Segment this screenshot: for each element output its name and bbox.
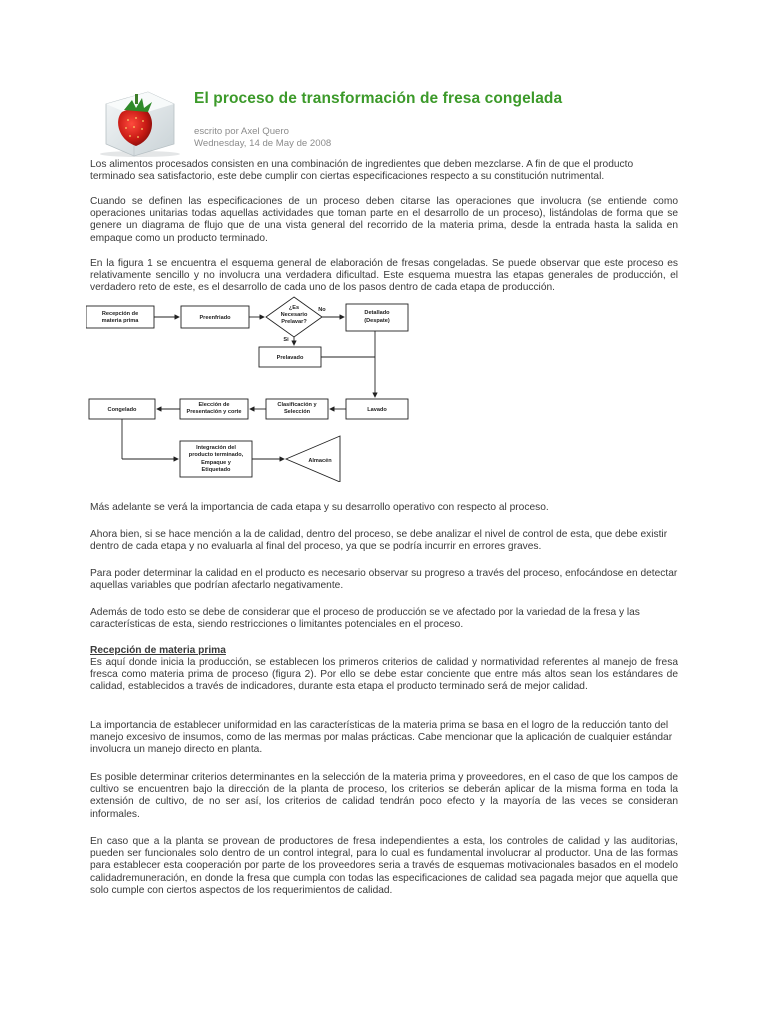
strawberry-ice-cube-image [92, 86, 188, 158]
label-lavado: Lavado [367, 407, 387, 413]
article-title: El proceso de transformación de fresa congelada [194, 90, 563, 107]
process-flowchart [86, 296, 416, 482]
label-recepcion-1: Recepción de [101, 311, 139, 317]
label-preenfriado: Preenfriado [199, 315, 231, 321]
date-line: Wednesday, 14 de May de 2008 [194, 137, 332, 149]
label-almacen: Almacén [308, 458, 332, 464]
label-integracion-4: Etiquetado [201, 467, 231, 473]
paragraph-1: Los alimentos procesados consisten en una combinación de ingredientes que deben mezclarse. A fin de que el producto terminado sea satisfactorio, este debe cumplir con ciertas especificaciones respecto a su constitución nutrimental. [90, 159, 634, 183]
section-heading: Recepción de materia prima [90, 645, 226, 656]
label-clasificacion-1: Clasificación y [277, 402, 317, 408]
paragraph-5: Ahora bien, si se hace mención a la de calidad, dentro del proceso, se debe analizar el nivel de control de esta, que debe existir dentro de cada etapa y no evaluarla al final del proceso, ya que se podría incurrir en errores graves. [90, 529, 668, 553]
label-integracion-3: Empaque y [201, 460, 231, 466]
label-decision-1: ¿Es [288, 305, 300, 311]
paragraph-11: En caso que a la planta se provean de productores de fresa independientes a esta, los controles de calidad y las auditorias, pueden ser funcionales solo dentro de un control integral, para lo cual es fundamental involucrar al productor. Una de las formas para establecer esta cooperación por parte de los proveedores seria a través de esquemas motivacionales basados en el modelo calidadremuneración, en donde la fresa que cumpla con todas las especificaciones de calidad sea pagada mejor que aquella que solo cumple con ciertos aspectos de los requerimientos de calidad. [90, 836, 678, 896]
author-line: escrito por Axel Quero [194, 126, 289, 137]
label-clasificacion-2: Selección [283, 409, 311, 415]
paragraph-4: Más adelante se verá la importancia de cada etapa y su desarrollo operativo con respecto al proceso. [90, 502, 549, 513]
label-integracion-2: producto terminado, [188, 452, 244, 458]
byline [194, 126, 331, 149]
label-recepcion-2: materia prima [101, 318, 139, 324]
label-detallado-1: Detallado [364, 310, 390, 316]
paragraph-9: La importancia de establecer uniformidad en las características de la materia prima se basa en el logro de la reducción tanto del manejo excesivo de insumos, como de las mermas por malas prácticas. Cabe mencionar que la aplicación de cualquier estándar involucra un manejo directo en planta. [90, 720, 673, 756]
label-detallado-2: (Despate) [364, 318, 390, 324]
label-prelavado: Prelavado [276, 355, 304, 361]
paragraph-6: Para poder determinar la calidad en el producto es necesario observar su progreso a través del proceso, enfocándose en detectar aquellas variables que podrían afectarlo negativamente. [90, 568, 678, 592]
label-decision-2: Necesario [280, 312, 308, 318]
label-eleccion-1: Elección de [198, 402, 230, 408]
box-recepcion [86, 306, 154, 328]
label-si: Si [283, 337, 289, 343]
paragraph-7: Además de todo esto se debe de considerar que el proceso de producción se ve afectado por la variedad de la fresa y las características de esta, siendo restricciones o limitantes potenciales en el proceso. [90, 607, 640, 631]
label-integracion-1: Integración del [196, 445, 236, 451]
paragraph-10: Es posible determinar criterios determinantes en la selección de la materia prima y proveedores, en el caso de que los campos de cultivo se encuentren bajo la dirección de la planta de proceso, los criterios se deberán aplicar de la misma forma en toda la extensión de cultivo, de no ser así, los criterios de calidad tendrán poco efecto y la mayoría de las veces se consideran informales. [90, 772, 678, 820]
label-no: No [318, 307, 326, 313]
paragraph-3: En la figura 1 se encuentra el esquema general de elaboración de fresas congeladas. Se puede observar que este proceso es relativamente sencillo y no involucra una verdadera dificultad. Este esquema muestra las etapas generales de producción, el verdadero reto de este, es el desarrollo de cada uno de los pasos dentro de cada etapa de producción. [90, 258, 678, 294]
paragraph-2: Cuando se definen las especificaciones de un proceso deben citarse las operaciones que involucra (se entiende como operaciones unitarias todas aquellas actividades que toman parte en el desarrollo de un proceso), listándolas de forma que se genere un diagrama de flujo que de una vista general del recorrido de la materia prima, desde la entrada hasta la salida en empaque como un producto terminado. [90, 196, 678, 244]
label-decision-3: Prelavar? [281, 319, 307, 325]
label-congelado: Congelado [107, 407, 137, 413]
label-eleccion-2: Presentación y corte [186, 409, 242, 415]
paragraph-8: Es aquí donde inicia la producción, se establecen los primeros criterios de calidad y normatividad referentes al manejo de fresa fresca como materia prima de proceso (figura 2). Por ello se debe estar conciente que entre más altos sean los estándares de calidad, establecidos a través de indicadores, durante esta etapa el producto terminado será de mejor calidad. [90, 657, 678, 693]
